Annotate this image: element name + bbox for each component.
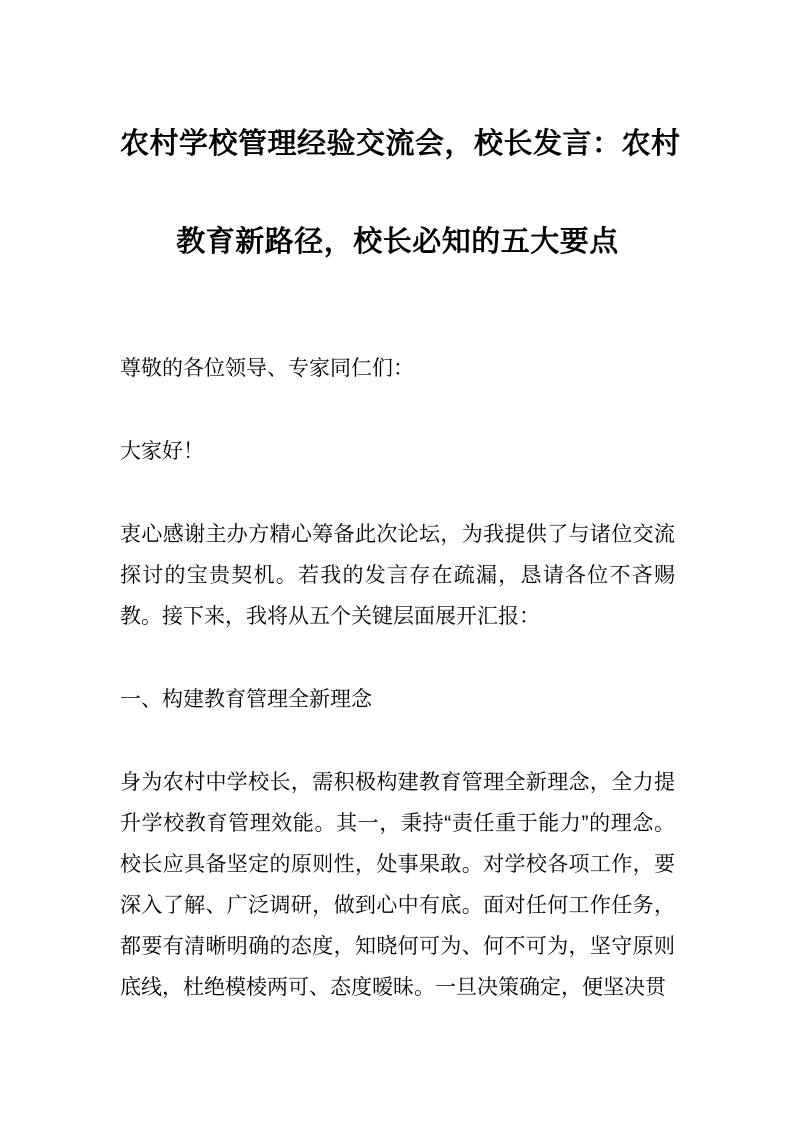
document-title-line-2: 教育新路径，校长必知的五大要点 [176, 226, 619, 258]
section-heading-1: 一、构建教育管理全新理念 [120, 688, 372, 711]
paragraph-salutation: 尊敬的各位领导、专家同仁们： [120, 357, 414, 380]
document-title [120, 95, 681, 291]
document-title-line-1: 农村学校管理经验交流会，校长发言：农村 [120, 128, 681, 160]
paragraph-body-1: 身为农村中学校长，需积极构建教育管理全新理念，全力提升学校教育管理效能。其一，秉持“责任重于能力”的理念。校长应具备坚定的原则性，处事果敢。对学校各项工作，要深入了解、广泛调研，做到心中有底。面对任何工作任务，都要有清晰明确的态度，知晓何可为、何不可为，坚守原则底线，杜绝模棱两可、态度暧昧。一旦决策确定，便坚决贯 [120, 771, 675, 999]
paragraph-greeting: 大家好！ [120, 440, 204, 463]
paragraph-opening: 衷心感谢主办方精心筹备此次论坛，为我提供了与诸位交流探讨的宝贵契机。若我的发言存在疏漏，恳请各位不吝赐教。接下来，我将从五个关键层面展开汇报： [120, 523, 675, 628]
